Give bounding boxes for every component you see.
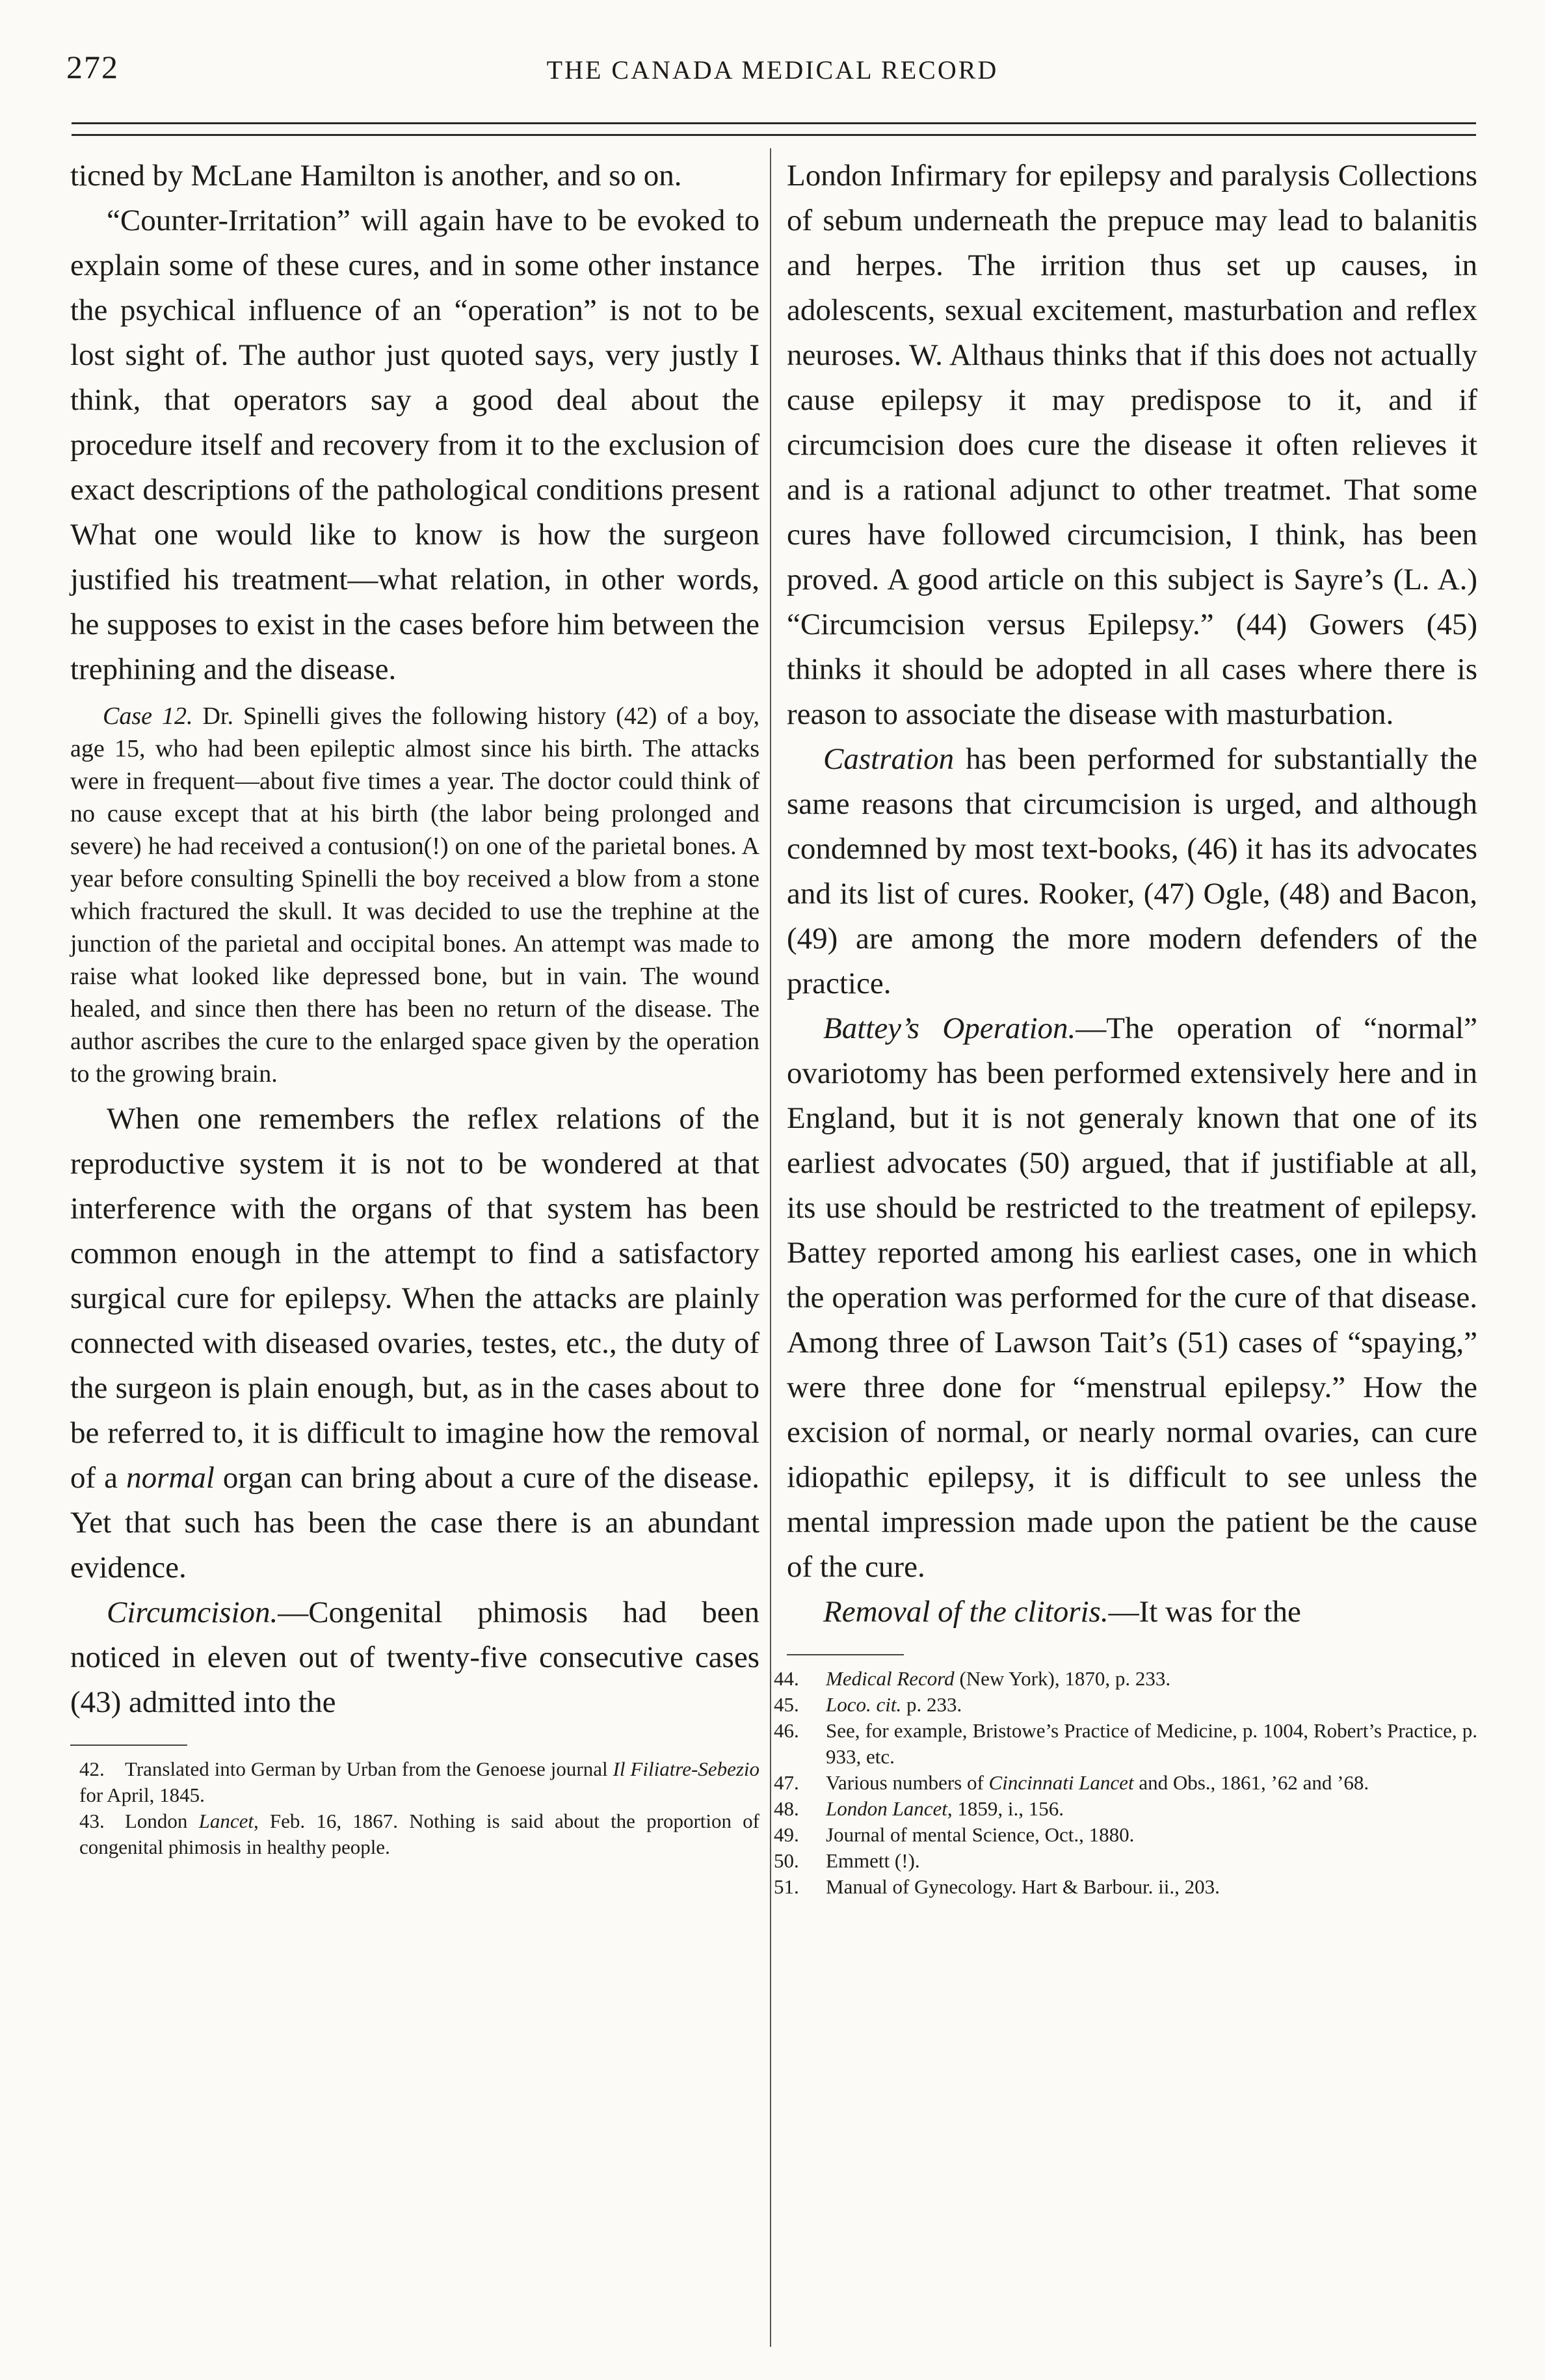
footnote-number: 45. — [774, 1693, 799, 1716]
footnote — [774, 1848, 1477, 1874]
left-column — [70, 154, 759, 1860]
case-12-paragraph — [70, 700, 759, 1090]
footnote-text-end: p. 233. — [901, 1693, 962, 1716]
footnote-text-end: for April, 1845. — [79, 1784, 205, 1806]
footnote-number: 51. — [774, 1875, 799, 1898]
footnote-italic: London Lancet — [826, 1797, 947, 1820]
circumcision-text: —Congenital phimosis had been noticed in eleven out of twenty-five consecutive cases (43) admitted into the — [70, 1596, 759, 1719]
footnote-italic: Loco. cit. — [826, 1693, 902, 1716]
footnote-text-end: , Feb. 16, 1867. Nothing is said about the proportion of congenital phimosis in healthy people. — [79, 1810, 759, 1858]
right-column — [774, 154, 1478, 1900]
footnote-italic: Il Filiatre-Sebezio — [613, 1758, 759, 1780]
footnote-text: Manual of Gynecology. Hart & Barbour. ii., 203. — [826, 1875, 1220, 1898]
batteys-operation-paragraph — [787, 1006, 1477, 1590]
footnote-italic: Lancet — [198, 1810, 254, 1832]
castration-heading: Castration — [823, 742, 955, 776]
batteys-operation-text: —The operation of “normal” ovariotomy has been performed extensively here and in England, but it is not generaly known that one of its earliest advocates (50) argued, that if justifiable at all, its use should be restricted to the treatment of epilepsy. Battey reported among his earliest cases, one in which the operation was performed for the cure of that disease. Among three of Lawson Tait’s (51) cases of “spaying,” were three done for “menstrual epilepsy.” How the excision of normal, or nearly normal ovaries, can cure idiopathic epilepsy, it is difficult to see unless the mental impression made upon the patient be the cause of the cure. — [787, 1011, 1478, 1584]
footnote-text-end: , 1859, i., 156. — [947, 1797, 1064, 1820]
clitoris-text: —It was for the — [1108, 1595, 1301, 1629]
left-paragraph-3-emphasis: normal — [126, 1461, 215, 1495]
footnote-italic: Medical Record — [826, 1667, 955, 1690]
footnote-text: Translated into German by Urban from the Genoese journal — [125, 1758, 613, 1780]
footnote — [774, 1796, 1477, 1822]
footnote — [774, 1874, 1477, 1900]
header-rule-bottom — [72, 134, 1476, 136]
footnote — [774, 1666, 1477, 1692]
footnote-rule-left — [70, 1745, 187, 1746]
case-text: Dr. Spinelli gives the following history (42) of a boy, age 15, who had been epileptic almost since his birth. The attacks were in frequent—about five times a year. The doctor could think of no cause except that at his birth (the labor being prolonged and severe) he had received a contusion(!) on one of the parietal bones. A year before consulting Spinelli the boy received a blow from a stone which fractured the skull. It was decided to use the trephine at the junction of the parietal and occipital bones. An attempt was made to raise what looked like depressed bone, but in vain. The wound healed, and since then there has been no return of the disease. The author ascribes the cure to the enlarged space given by the operation to the growing brain. — [70, 702, 759, 1088]
footnote-text: London — [125, 1810, 199, 1832]
clitoris-heading: Removal of the clitoris. — [823, 1595, 1109, 1629]
footnote — [774, 1692, 1477, 1718]
footnote-number: 49. — [774, 1823, 799, 1846]
right-footnotes — [774, 1666, 1477, 1900]
left-paragraph-1: ticned by McLane Hamilton is another, and so on. — [70, 159, 682, 193]
footnote-text: Journal of mental Science, Oct., 1880. — [826, 1823, 1135, 1846]
left-footnotes — [70, 1756, 759, 1860]
footnote-text-end: and Obs., 1861, ’62 and ’68. — [1133, 1771, 1369, 1794]
running-head: THE CANADA MEDICAL RECORD — [546, 55, 999, 85]
footnote-number: 44. — [774, 1667, 799, 1690]
circumcision-heading: Circumcision. — [107, 1596, 278, 1629]
right-paragraph-1: London Infirmary for epilepsy and paralysis Collections of sebum underneath the prepuce may lead to balanitis and herpes. The irrition thus set up causes, in adolescents, sexual excitement, masturbation and reflex neuroses. W. Althaus thinks that if this does not actually cause epilepsy it may predispose to it, and if circumcision does cure the disease it often relieves it and is a rational adjunct to other treatmet. That some cures have followed circumcision, I think, has been proved. A good article on this subject is Sayre’s (L. A.) “Circumcision versus Epilepsy.” (44) Gowers (45) thinks it should be adopted in all cases where there is reason to associate the disease with masturbation. — [787, 159, 1477, 731]
footnote — [774, 1718, 1477, 1770]
column-divider — [770, 148, 771, 2347]
footnote-text: Emmett (!). — [826, 1849, 920, 1872]
footnote-text-end: (New York), 1870, p. 233. — [954, 1667, 1171, 1690]
left-paragraph-3-end: organ can bring about a cure of the disease. Yet that such has been the case there is an abundant evidence. — [70, 1461, 759, 1584]
left-paragraph-2: “Counter-Irritation” will again have to be evoked to explain some of these cures, and in some other instance the psychical influence of an “operation” is not to be lost sight of. The author just quoted says, very justly I think, that operators say a good deal about the procedure itself and recovery from it to the exclusion of exact descriptions of the pathological conditions present What one would like to know is how the surgeon justified his treatment—what relation, in other words, he supposes to exist in the cases before him between the trephining and the disease. — [70, 204, 759, 686]
page-number: 272 — [66, 49, 119, 85]
footnote-number: 46. — [774, 1719, 799, 1742]
footnote — [774, 1770, 1477, 1796]
circumcision-paragraph — [70, 1590, 759, 1725]
footnote-text: Various numbers of — [826, 1771, 989, 1794]
castration-paragraph — [787, 737, 1477, 1006]
footnote-number: 47. — [774, 1771, 799, 1794]
footnote-text: See, for example, Bristowe’s Practice of Medicine, p. 1004, Robert’s Practice, p. 933, etc. — [826, 1719, 1477, 1768]
footnote — [70, 1808, 759, 1860]
footnote-number: 42. — [79, 1758, 105, 1780]
footnote — [774, 1822, 1477, 1848]
footnote-italic: Cincinnati Lancet — [988, 1771, 1134, 1794]
case-label: Case 12. — [103, 702, 193, 730]
footnote-number: 48. — [774, 1797, 799, 1820]
left-paragraph-3 — [70, 1097, 759, 1590]
clitoris-paragraph — [787, 1590, 1477, 1635]
left-paragraph-3-text: When one remembers the reflex relations of the reproductive system it is not to be wondered at that interference with the organs of that system has been common enough in the attempt to find a satisfactory surgical cure for epilepsy. When the attacks are plainly connected with diseased ovaries, testes, etc., the duty of the surgeon is plain enough, but, as in the cases about to be referred to, it is difficult to imagine how the removal of a — [70, 1102, 759, 1495]
header-rule-top — [72, 122, 1476, 124]
castration-text: has been performed for substantially the same reasons that circumcision is urged, and although condemned by most text-books, (46) it has its advocates and its list of cures. Rooker, (47) Ogle, (48) and Bacon, (49) are among the more modern defenders of the practice. — [787, 742, 1477, 1000]
batteys-operation-heading: Battey’s Operation. — [823, 1011, 1076, 1045]
footnote — [70, 1756, 759, 1808]
footnote-number: 43. — [79, 1810, 105, 1832]
footnote-number: 50. — [774, 1849, 799, 1872]
footnote-rule-right — [787, 1654, 904, 1655]
